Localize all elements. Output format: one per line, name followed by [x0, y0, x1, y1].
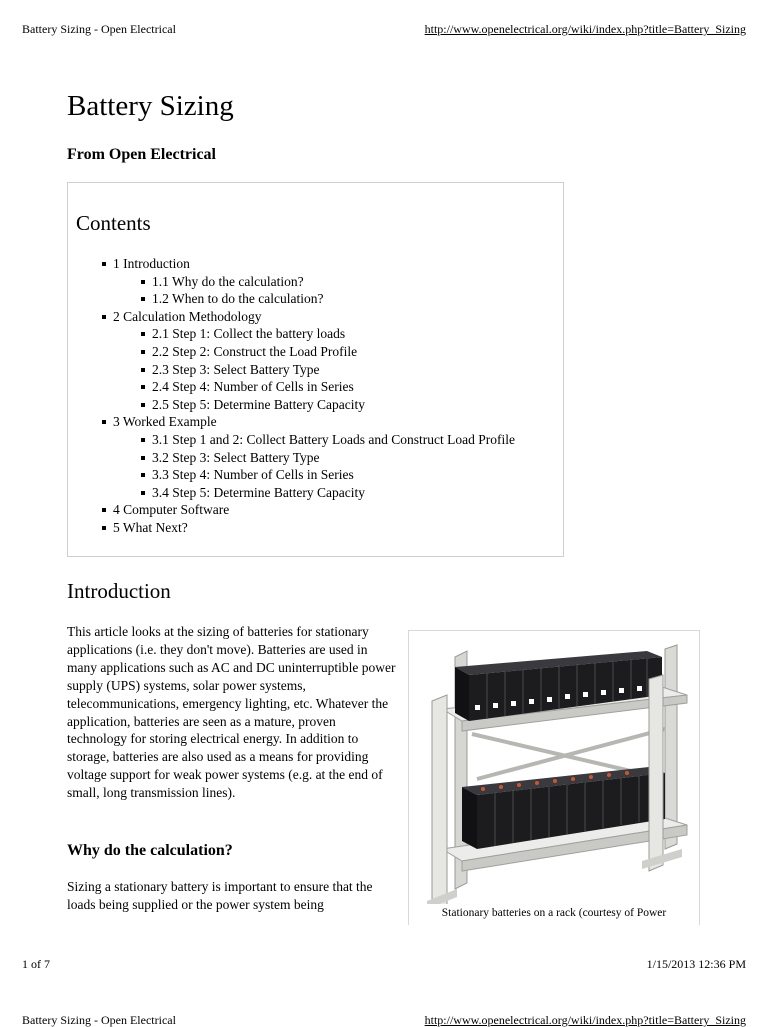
toc-item[interactable] [101, 255, 515, 308]
toc-item-label[interactable]: 2.3 Step 3: Select Battery Type [152, 361, 320, 377]
toc-subitem[interactable] [140, 361, 515, 379]
toc-item[interactable] [101, 413, 515, 501]
table-of-contents [67, 182, 564, 557]
page-subtitle: From Open Electrical [67, 146, 216, 163]
next-page-header-title: Battery Sizing - Open Electrical [22, 1013, 176, 1027]
toc-item[interactable] [101, 501, 515, 519]
toc-subitem[interactable] [140, 484, 515, 502]
introduction-paragraph: This article looks at the sizing of batteries for stationary applications (i.e. they don't move). Batteries are used in many applications such as AC and DC uninterruptible power supply (UPS) systems, solar power systems, telecommunications, emergency lighting, etc. Whatever the application, batteries are seen as a mature, proven technology for storing electrical energy. In addition to storage, batteries are also used as a means for providing voltage support for weak power systems (e.g. at the end of small, long transmission lines). [67, 624, 396, 801]
toc-item-label[interactable]: 2.4 Step 4: Number of Cells in Series [152, 379, 354, 395]
toc-subitem[interactable] [140, 290, 515, 308]
toc-item-label[interactable]: 2 Calculation Methodology [113, 308, 262, 324]
toc-subitem[interactable] [140, 449, 515, 467]
why-paragraph: Sizing a stationary battery is important to ensure that the loads being supplied or the power system being [67, 879, 373, 912]
toc-item-label[interactable]: 1 Introduction [113, 256, 190, 271]
toc-item-label[interactable]: 1.1 Why do the calculation? [152, 273, 304, 289]
toc-item-label[interactable]: 2.1 Step 1: Collect the battery loads [152, 326, 346, 342]
toc-item-label[interactable]: 5 What Next? [113, 519, 188, 535]
toc-item[interactable] [101, 308, 515, 414]
section-heading-why: Why do the calculation? [67, 842, 233, 859]
toc-item-label[interactable]: 3 Worked Example [113, 414, 217, 430]
toc-subitem[interactable] [140, 431, 515, 449]
section-heading-introduction: Introduction [67, 579, 171, 603]
page-number: 1 of 7 [22, 957, 50, 971]
toc-list [101, 255, 515, 537]
toc-subitem[interactable] [140, 466, 515, 484]
figure-battery-rack [408, 630, 700, 925]
battery-rack-image [417, 639, 692, 904]
toc-subitem[interactable] [140, 343, 515, 361]
toc-subitem[interactable] [140, 396, 515, 414]
toc-item-label[interactable]: 3.3 Step 4: Number of Cells in Series [152, 467, 354, 483]
print-header-url[interactable]: http://www.openelectrical.org/wiki/index.php?title=Battery_Sizing [424, 22, 746, 36]
toc-item-label[interactable]: 2.2 Step 2: Construct the Load Profile [152, 343, 358, 359]
page-title: Battery Sizing [67, 90, 234, 122]
toc-item-label[interactable]: 3.4 Step 5: Determine Battery Capacity [152, 484, 365, 500]
toc-item[interactable] [101, 519, 515, 537]
toc-item-label[interactable]: 2.5 Step 5: Determine Battery Capacity [152, 396, 365, 412]
figure-caption: Stationary batteries on a rack (courtesy of Power [441, 907, 667, 919]
print-header-title: Battery Sizing - Open Electrical [22, 22, 176, 36]
print-datetime: 1/15/2013 12:36 PM [646, 957, 746, 971]
next-page-header-url[interactable]: http://www.openelectrical.org/wiki/index.php?title=Battery_Sizing [424, 1013, 746, 1027]
toc-item-label[interactable]: 3.2 Step 3: Select Battery Type [152, 449, 320, 465]
toc-subitem[interactable] [140, 273, 515, 291]
toc-item-label[interactable]: 1.2 When to do the calculation? [152, 291, 324, 307]
toc-subitem[interactable] [140, 325, 515, 343]
toc-item-label[interactable]: 4 Computer Software [113, 502, 230, 518]
toc-item-label[interactable]: 3.1 Step 1 and 2: Collect Battery Loads and Construct Load Profile [152, 431, 515, 447]
toc-title: Contents [76, 211, 151, 235]
toc-subitem[interactable] [140, 378, 515, 396]
